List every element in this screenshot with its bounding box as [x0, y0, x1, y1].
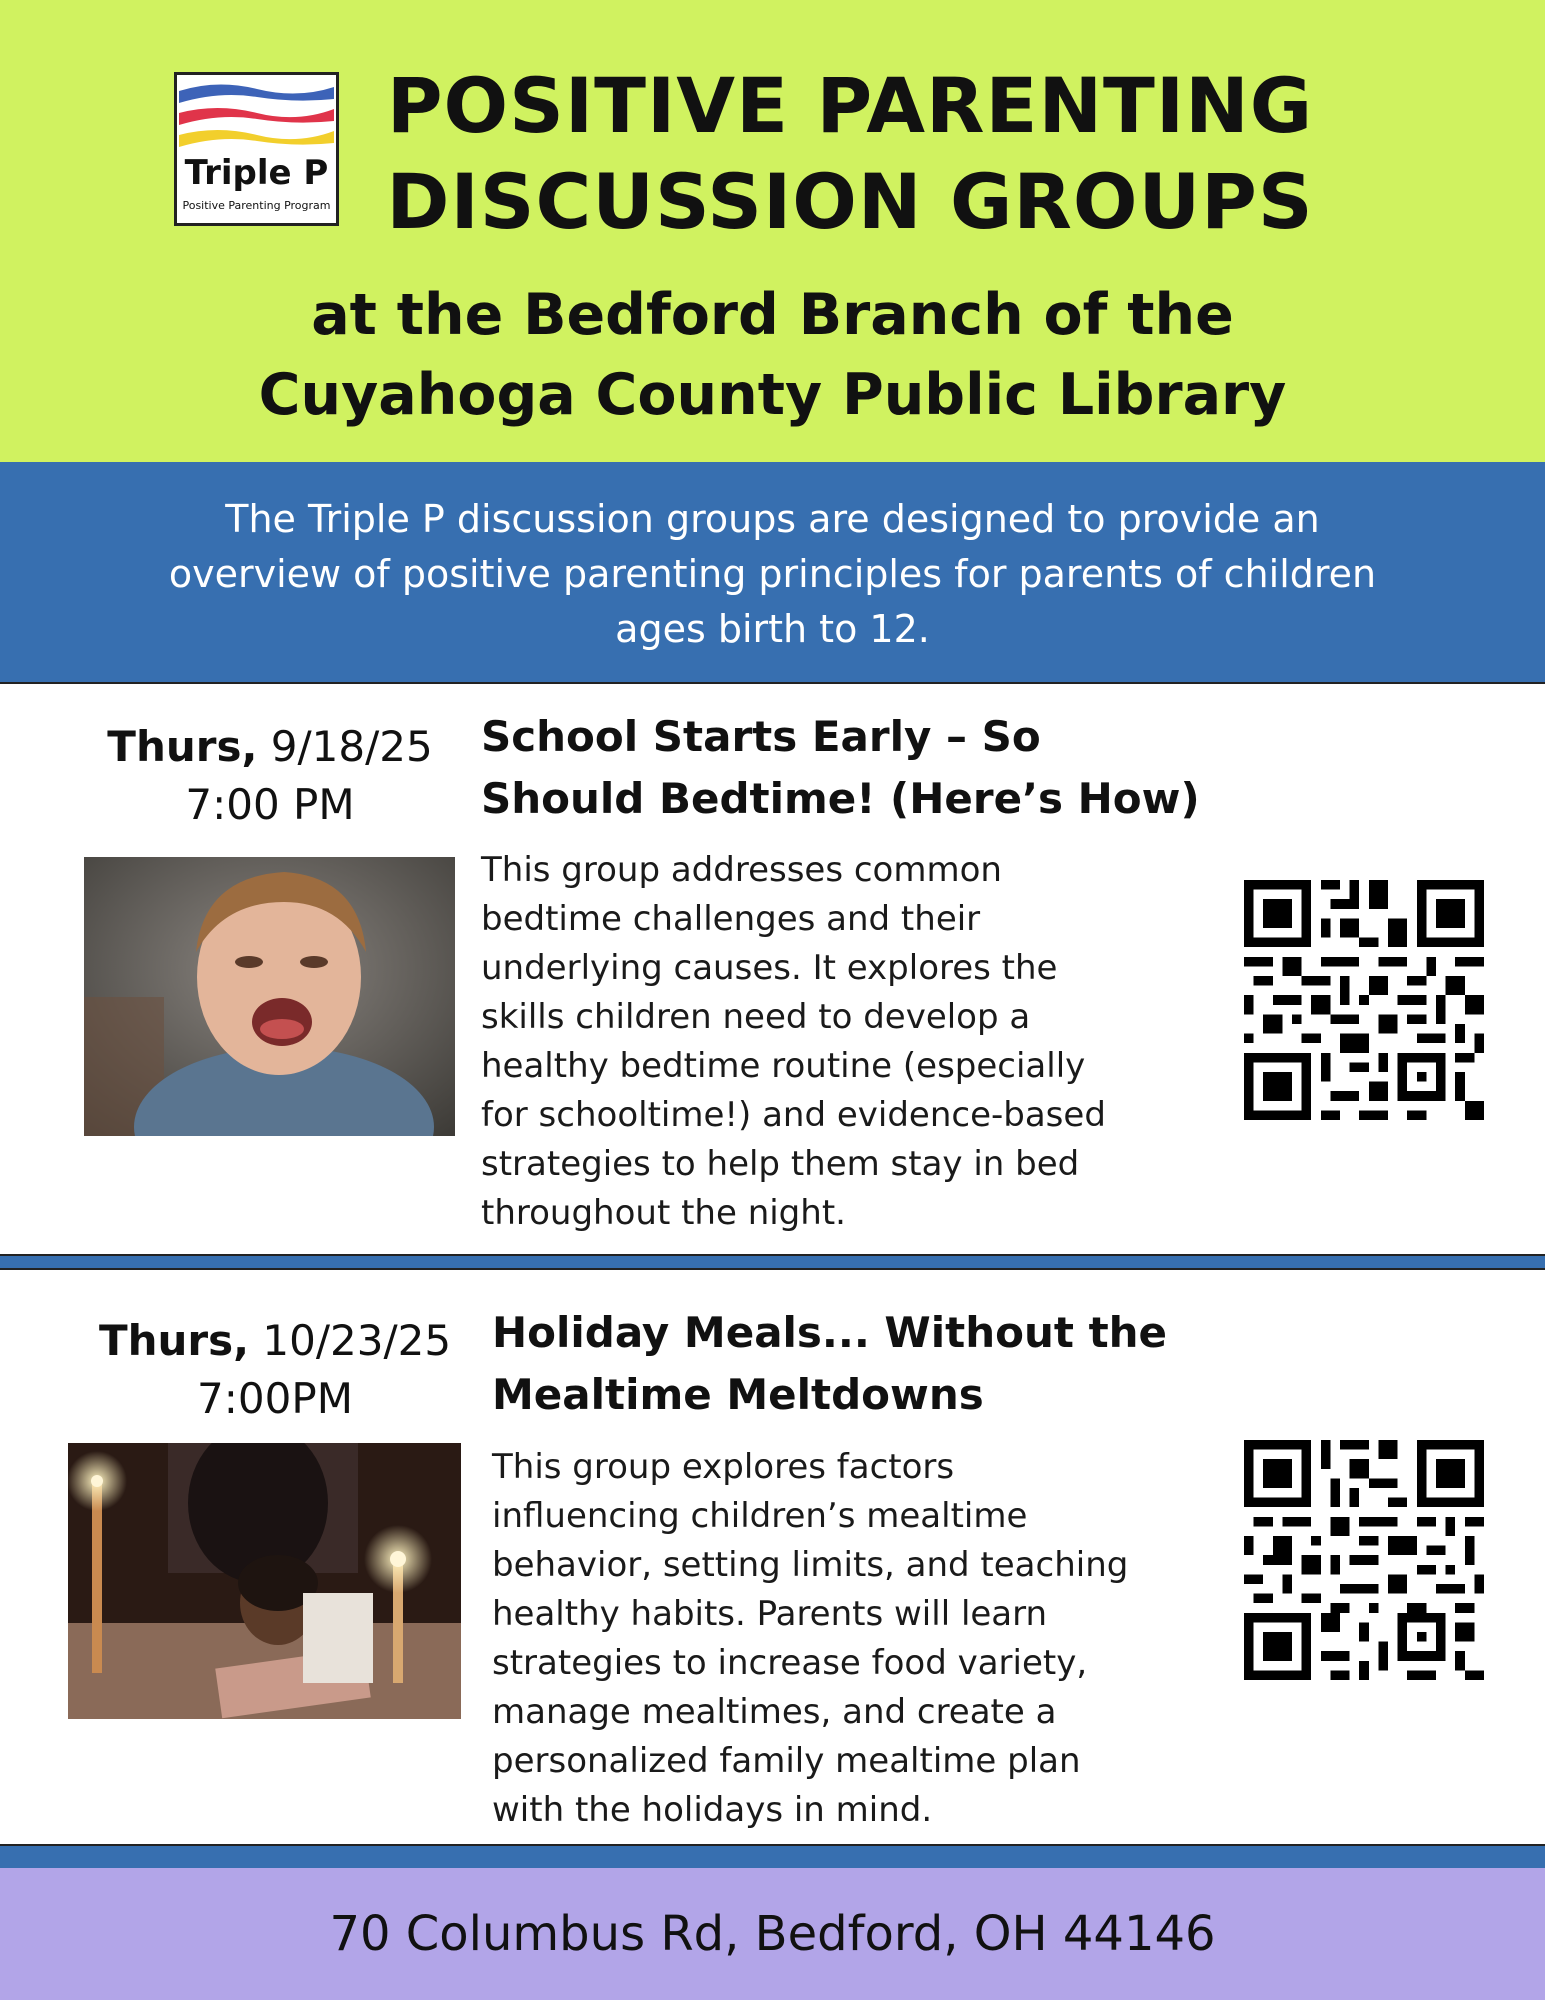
event-1-title-line-2: Should Bedtime! (Here’s How) — [481, 774, 1200, 823]
event-1-date: 9/18/25 — [270, 722, 433, 771]
event-2-desc-line-3: behavior, setting limits, and teaching — [492, 1545, 1129, 1585]
event-2-desc-line-1: This group explores factors — [492, 1447, 955, 1487]
event-1-desc-line-8: throughout the night. — [481, 1193, 846, 1233]
title-line-1: POSITIVE PARENTING — [386, 61, 1314, 150]
event-2-time: 7:00PM — [197, 1374, 353, 1423]
event-1-desc-line-3: underlying causes. It explores the — [481, 948, 1058, 988]
event-2-description — [492, 1443, 1212, 1835]
event-1-desc-line-1: This group addresses common — [481, 850, 1002, 890]
event-2-title — [492, 1302, 1252, 1426]
footer-banner — [0, 1868, 1545, 2000]
event-2-day: Thurs, — [98, 1316, 250, 1365]
intro-line-1: The Triple P discussion groups are designed to provide an — [225, 497, 1320, 541]
event-2-date: 10/23/25 — [262, 1316, 452, 1365]
event-1-day: Thurs, — [107, 722, 258, 771]
logo-tagline: Positive Parenting Program — [182, 199, 331, 212]
logo-stripes-icon — [177, 79, 336, 149]
event-1-desc-line-6: for schooltime!) and evidence-based — [481, 1095, 1106, 1135]
triple-p-logo — [174, 72, 339, 226]
event-2-datetime — [60, 1312, 490, 1428]
event-2-desc-line-7: personalized family mealtime plan — [492, 1741, 1081, 1781]
divider — [0, 1268, 1545, 1270]
event-1-title — [481, 706, 1241, 830]
event-2-title-line-2: Mealtime Meltdowns — [492, 1370, 984, 1419]
library-address: 70 Columbus Rd, Bedford, OH 44146 — [329, 1906, 1216, 1962]
event-1-qr-code-icon[interactable] — [1244, 880, 1484, 1120]
header-banner — [0, 0, 1545, 462]
subtitle-line-2: Cuyahoga County Public Library — [258, 362, 1287, 428]
event-2-desc-line-8: with the holidays in mind. — [492, 1790, 933, 1830]
event-1-desc-line-4: skills children need to develop a — [481, 997, 1031, 1037]
event-2-desc-line-2: influencing children’s mealtime — [492, 1496, 1028, 1536]
divider-band — [0, 1256, 1545, 1268]
event-1-description — [481, 846, 1201, 1238]
event-2-desc-line-4: healthy habits. Parents will learn — [492, 1594, 1048, 1634]
subtitle-line-1: at the Bedford Branch of the — [311, 282, 1234, 348]
event-2-photo-holiday-meal — [68, 1443, 461, 1719]
divider-band — [0, 1846, 1545, 1858]
intro-line-2: overview of positive parenting principles for parents of children — [168, 552, 1377, 596]
divider — [0, 682, 1545, 684]
event-1-desc-line-2: bedtime challenges and their — [481, 899, 981, 939]
title-line-2: DISCUSSION GROUPS — [386, 157, 1314, 246]
event-2-title-line-1: Holiday Meals... Without the — [492, 1308, 1168, 1357]
logo-name: Triple P — [184, 153, 329, 193]
event-1-datetime — [60, 718, 480, 834]
event-1-time: 7:00 PM — [185, 780, 355, 829]
event-2-desc-line-6: manage mealtimes, and create a — [492, 1692, 1057, 1732]
event-1-desc-line-7: strategies to help them stay in bed — [481, 1144, 1080, 1184]
page-title — [380, 58, 1320, 250]
event-2-desc-line-5: strategies to increase food variety, — [492, 1643, 1088, 1683]
event-1-title-line-1: School Starts Early – So — [481, 712, 1041, 761]
event-1-desc-line-5: healthy bedtime routine (especially — [481, 1046, 1086, 1086]
divider-band — [0, 1858, 1545, 1868]
event-2-qr-code-icon[interactable] — [1244, 1440, 1484, 1680]
intro-line-3: ages birth to 12. — [615, 607, 930, 651]
page-subtitle — [0, 275, 1545, 435]
event-1-photo-crying-child — [84, 857, 455, 1136]
intro-banner — [0, 462, 1545, 682]
